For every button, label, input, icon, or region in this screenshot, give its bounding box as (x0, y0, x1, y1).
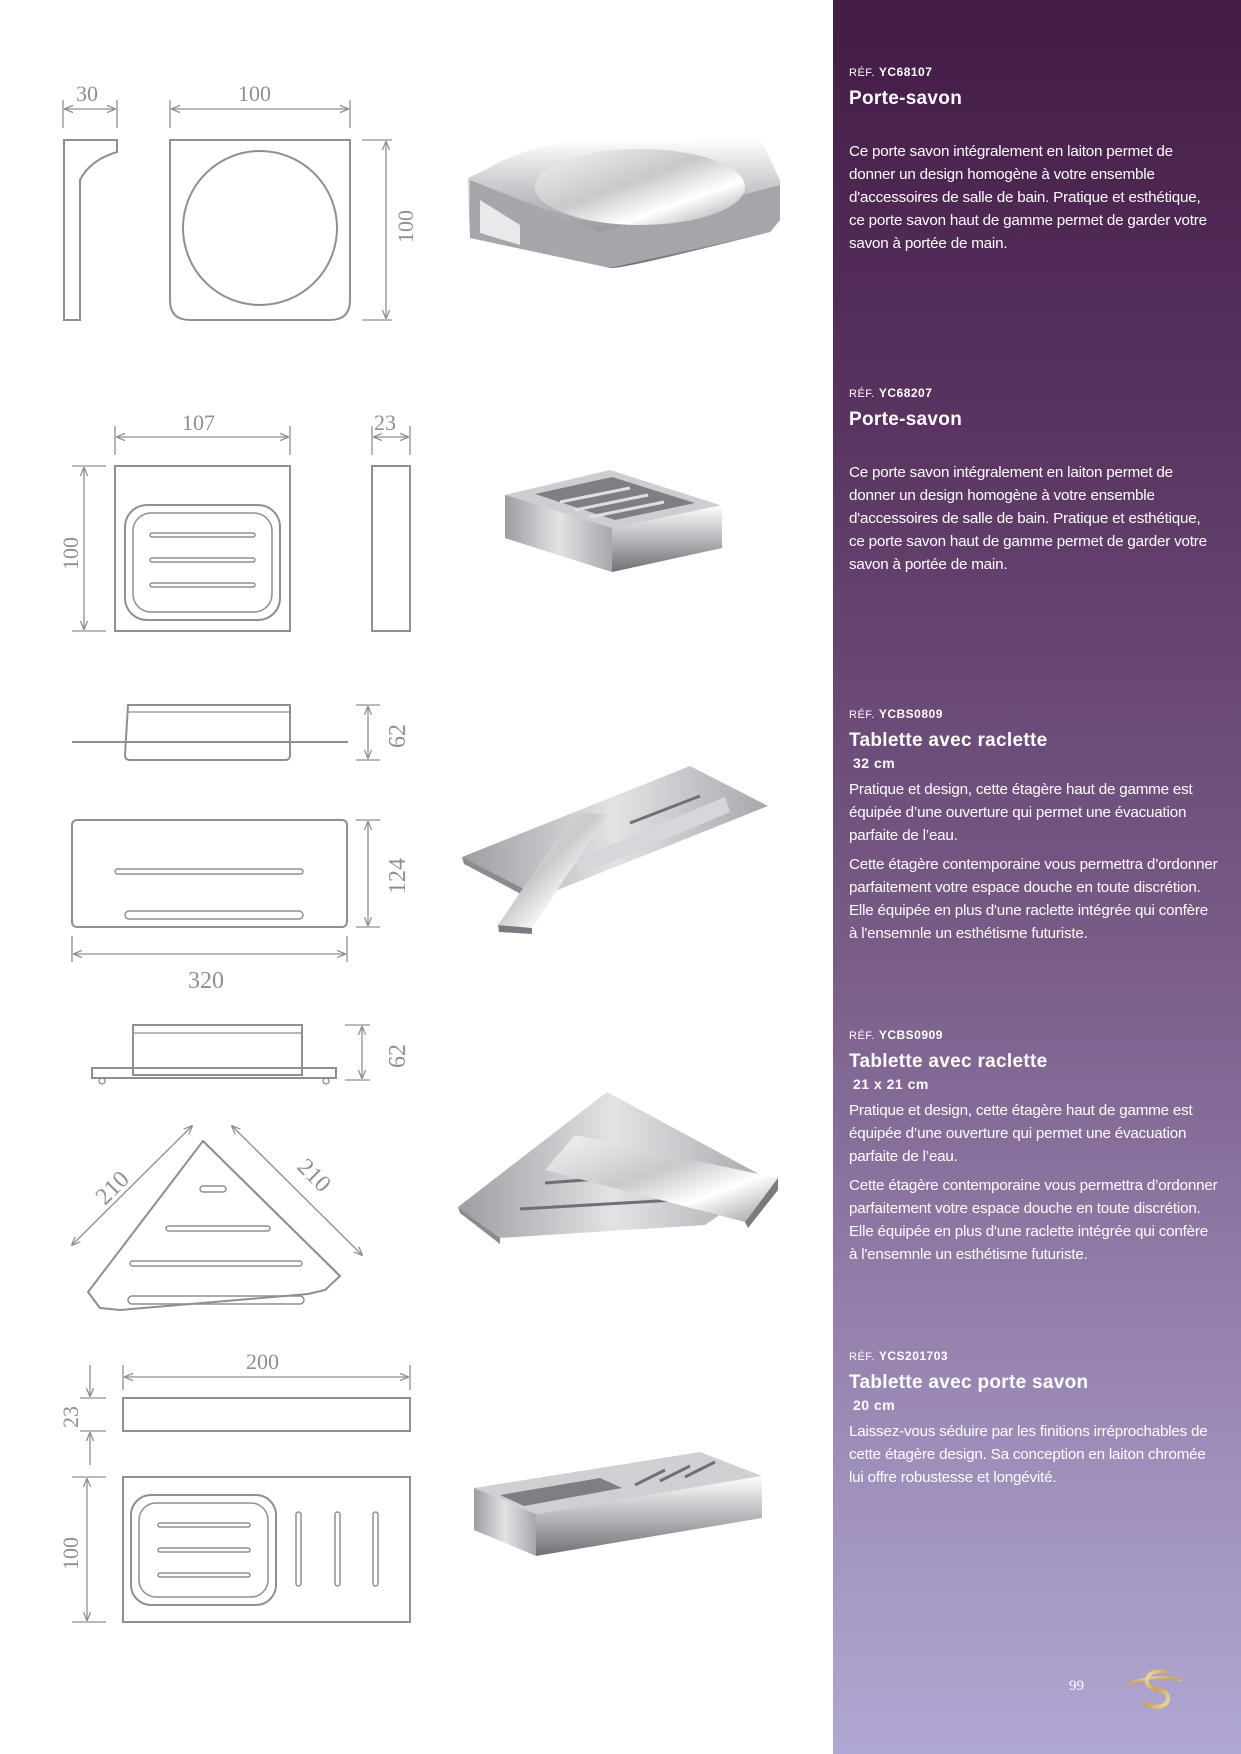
ref-prefix: RÉF. (849, 1030, 875, 1042)
product-description: Ce porte savon intégralement en laiton permet de donner un design homogène à votre ensemble d'accessoires de salle de bain. Pratique et esthétique, ce porte savon haut de gamme permet de garder votre savon à portée de main. (849, 143, 1207, 252)
photo-yc68107 (468, 138, 780, 268)
product-size: 21 x 21 cm (853, 1076, 929, 1092)
dim-label: 100 (58, 1537, 83, 1570)
dim-label: 62 (385, 1044, 411, 1068)
product-ref (849, 1028, 1219, 1043)
ref-code: YCBS0909 (878, 1028, 943, 1042)
product-title: Tablette avec raclette (849, 730, 1048, 751)
ref-prefix: RÉF. (849, 1351, 875, 1363)
product-size: 20 cm (853, 1397, 896, 1413)
product-description: Cette étagère contemporaine vous permettra d’ordonner parfaitement votre espace douche en toute discrétion. Elle équipée en plus d'une raclette intégrée qui confère à l'ensemnle un esthétisme futuriste. (849, 1177, 1218, 1263)
product-description: Ce porte savon intégralement en laiton permet de donner un design homogène à votre ensemble d'accessoires de salle de bain. Pratique et esthétique, ce porte savon haut de gamme permet de garder votre savon à portée de main. (849, 464, 1207, 573)
drawing-ycbs0809 (72, 705, 380, 962)
product-title: Porte-savon (849, 88, 963, 109)
ref-prefix: RÉF. (849, 67, 875, 79)
product-yc68107 (849, 65, 1219, 255)
product-title: Tablette avec porte savon (849, 1372, 1089, 1393)
product-title: Tablette avec raclette (849, 1051, 1048, 1072)
drawing-yc68107 (63, 100, 392, 320)
ref-prefix: RÉF. (849, 709, 875, 721)
product-ref (849, 1349, 1219, 1364)
dim-label: 320 (188, 968, 224, 994)
product-description: Laissez-vous séduire par les finitions irréprochables de cette étagère design. Sa conception en laiton chromée lui offre robustesse et longévité. (849, 1423, 1208, 1486)
drawing-yc68207 (72, 426, 410, 631)
product-ref (849, 707, 1219, 722)
product-yc68207 (849, 386, 1219, 576)
dim-label: 210 (90, 1166, 135, 1211)
ref-prefix: RÉF. (849, 388, 875, 400)
photo-ycbs0809 (462, 766, 768, 934)
product-title: Porte-savon (849, 409, 963, 430)
dim-label: 200 (246, 1349, 279, 1374)
dim-label: 23 (58, 1406, 83, 1428)
drawing-ycs201703 (72, 1365, 410, 1622)
ref-code: YCS201703 (878, 1349, 949, 1363)
product-ycbs0909 (849, 1028, 1219, 1266)
product-descriptions-sidebar (833, 0, 1241, 1754)
photo-ycs201703 (474, 1452, 762, 1556)
product-ref (849, 386, 1219, 401)
ref-code: YC68107 (878, 65, 933, 79)
dim-label: 23 (374, 410, 396, 435)
product-description: Cette étagère contemporaine vous permettra d’ordonner parfaitement votre espace douche en toute discrétion. Elle équipée en plus d'une raclette intégrée qui confère à l'ensemnle un esthétisme futuriste. (849, 856, 1218, 942)
dim-label: 107 (182, 410, 215, 435)
product-size: 32 cm (853, 755, 896, 771)
dim-label: 100 (238, 81, 271, 106)
page-number: 99 (1069, 1678, 1084, 1694)
photo-yc68207 (505, 470, 722, 572)
dim-label: 210 (291, 1153, 336, 1198)
product-ycs201703 (849, 1349, 1219, 1489)
product-description: Pratique et design, cette étagère haut de gamme est équipée d’une ouverture qui permet une évacuation parfaite de l’eau. (849, 1102, 1193, 1165)
dim-label: 124 (385, 858, 411, 894)
product-ref (849, 65, 1219, 80)
dim-label: 30 (76, 81, 98, 106)
dim-label: 100 (393, 210, 418, 243)
photo-ycbs0909 (458, 1092, 778, 1244)
ref-code: YCBS0809 (878, 707, 943, 721)
product-ycbs0809 (849, 707, 1219, 945)
dim-label: 62 (385, 724, 411, 748)
brand-logo-icon (1123, 1664, 1187, 1712)
product-description: Pratique et design, cette étagère haut de gamme est équipée d’une ouverture qui permet une évacuation parfaite de l’eau. (849, 781, 1193, 844)
dim-label: 100 (58, 537, 83, 570)
ref-code: YC68207 (878, 386, 933, 400)
